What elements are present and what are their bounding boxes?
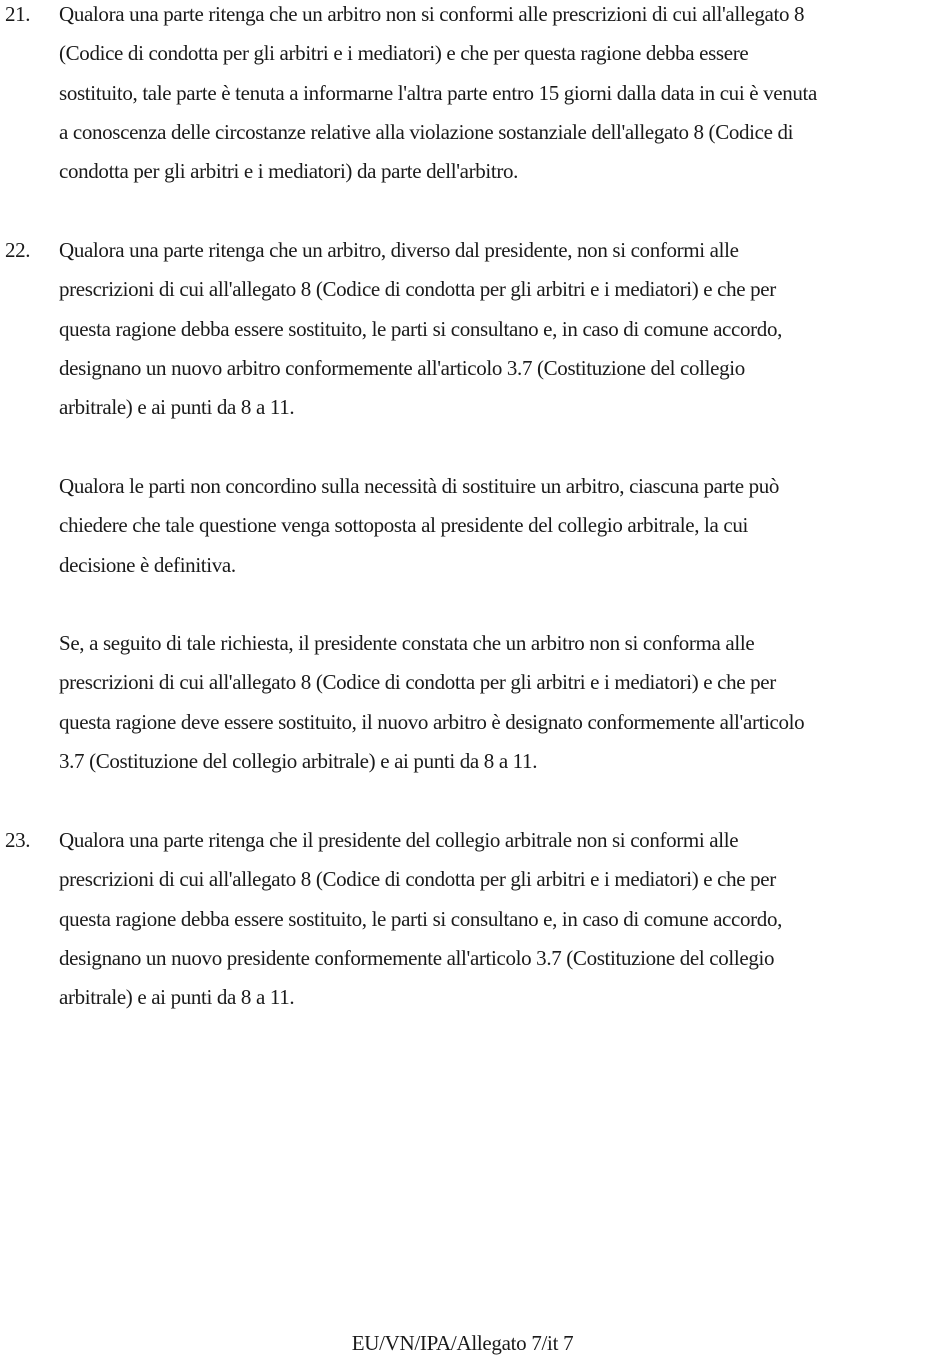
paragraph-number: 22.	[5, 238, 31, 262]
text-line: prescrizioni di cui all'allegato 8 (Codice di condotta per gli arbitri e i mediatori) e che per	[59, 670, 776, 695]
text-line: sostituito, tale parte è tenuta a informarne l'altra parte entro 15 giorni dalla data in cui è venuta	[59, 80, 817, 105]
paragraph-number: 21.	[5, 2, 31, 26]
text-line: a conoscenza delle circostanze relative alla violazione sostanziale dell'allegato 8 (Codice di	[59, 119, 794, 144]
text-line: (Codice di condotta per gli arbitri e i mediatori) e che per questa ragione debba essere	[59, 41, 749, 66]
text-line: questa ragione deve essere sostituito, il nuovo arbitro è designato conformemente all'articolo	[59, 709, 805, 734]
text-line: prescrizioni di cui all'allegato 8 (Codice di condotta per gli arbitri e i mediatori) e che per	[59, 867, 776, 892]
paragraph-number: 23.	[5, 828, 31, 852]
text-line: Qualora una parte ritenga che un arbitro non si conformi alle prescrizioni di cui all'allegato 8	[59, 2, 805, 26]
text-line: 3.7 (Costituzione del collegio arbitrale) e ai punti da 8 a 11.	[59, 748, 538, 773]
paragraph-text	[59, 231, 921, 427]
text-line: designano un nuovo presidente conformemente all'articolo 3.7 (Costituzione del collegio	[59, 945, 775, 970]
text-line: arbitrale) e ai punti da 8 a 11.	[59, 395, 295, 420]
text-line: designano un nuovo arbitro conformemente all'articolo 3.7 (Costituzione del collegio	[59, 355, 745, 380]
text-line: Qualora le parti non concordino sulla necessità di sostituire un arbitro, ciascuna parte può	[59, 474, 780, 498]
text-line: chiedere che tale questione venga sottoposta al presidente del collegio arbitrale, la cui	[59, 513, 748, 538]
text-line: questa ragione debba essere sostituito, le parti si consultano e, in caso di comune accordo,	[59, 906, 782, 931]
paragraph-text	[59, 467, 921, 585]
text-line: Se, a seguito di tale richiesta, il presidente constata che un arbitro non si conforma alle	[59, 631, 755, 655]
text-line: Qualora una parte ritenga che un arbitro, diverso dal presidente, non si conformi alle	[59, 238, 739, 262]
text-line: arbitrale) e ai punti da 8 a 11.	[59, 985, 295, 1010]
paragraph-text	[59, 624, 921, 781]
page-footer-reference: EU/VN/IPA/Allegato 7/it 7	[351, 1331, 574, 1355]
text-line: questa ragione debba essere sostituito, le parti si consultano e, in caso di comune accordo,	[59, 316, 782, 341]
paragraph-text	[59, 821, 921, 1017]
text-line: decisione è definitiva.	[59, 552, 236, 577]
text-line: condotta per gli arbitri e i mediatori) da parte dell'arbitro.	[59, 159, 519, 184]
text-line: Qualora una parte ritenga che il presidente del collegio arbitrale non si conformi alle	[59, 828, 739, 852]
paragraph-text	[59, 0, 921, 191]
text-line: prescrizioni di cui all'allegato 8 (Codice di condotta per gli arbitri e i mediatori) e che per	[59, 277, 776, 302]
